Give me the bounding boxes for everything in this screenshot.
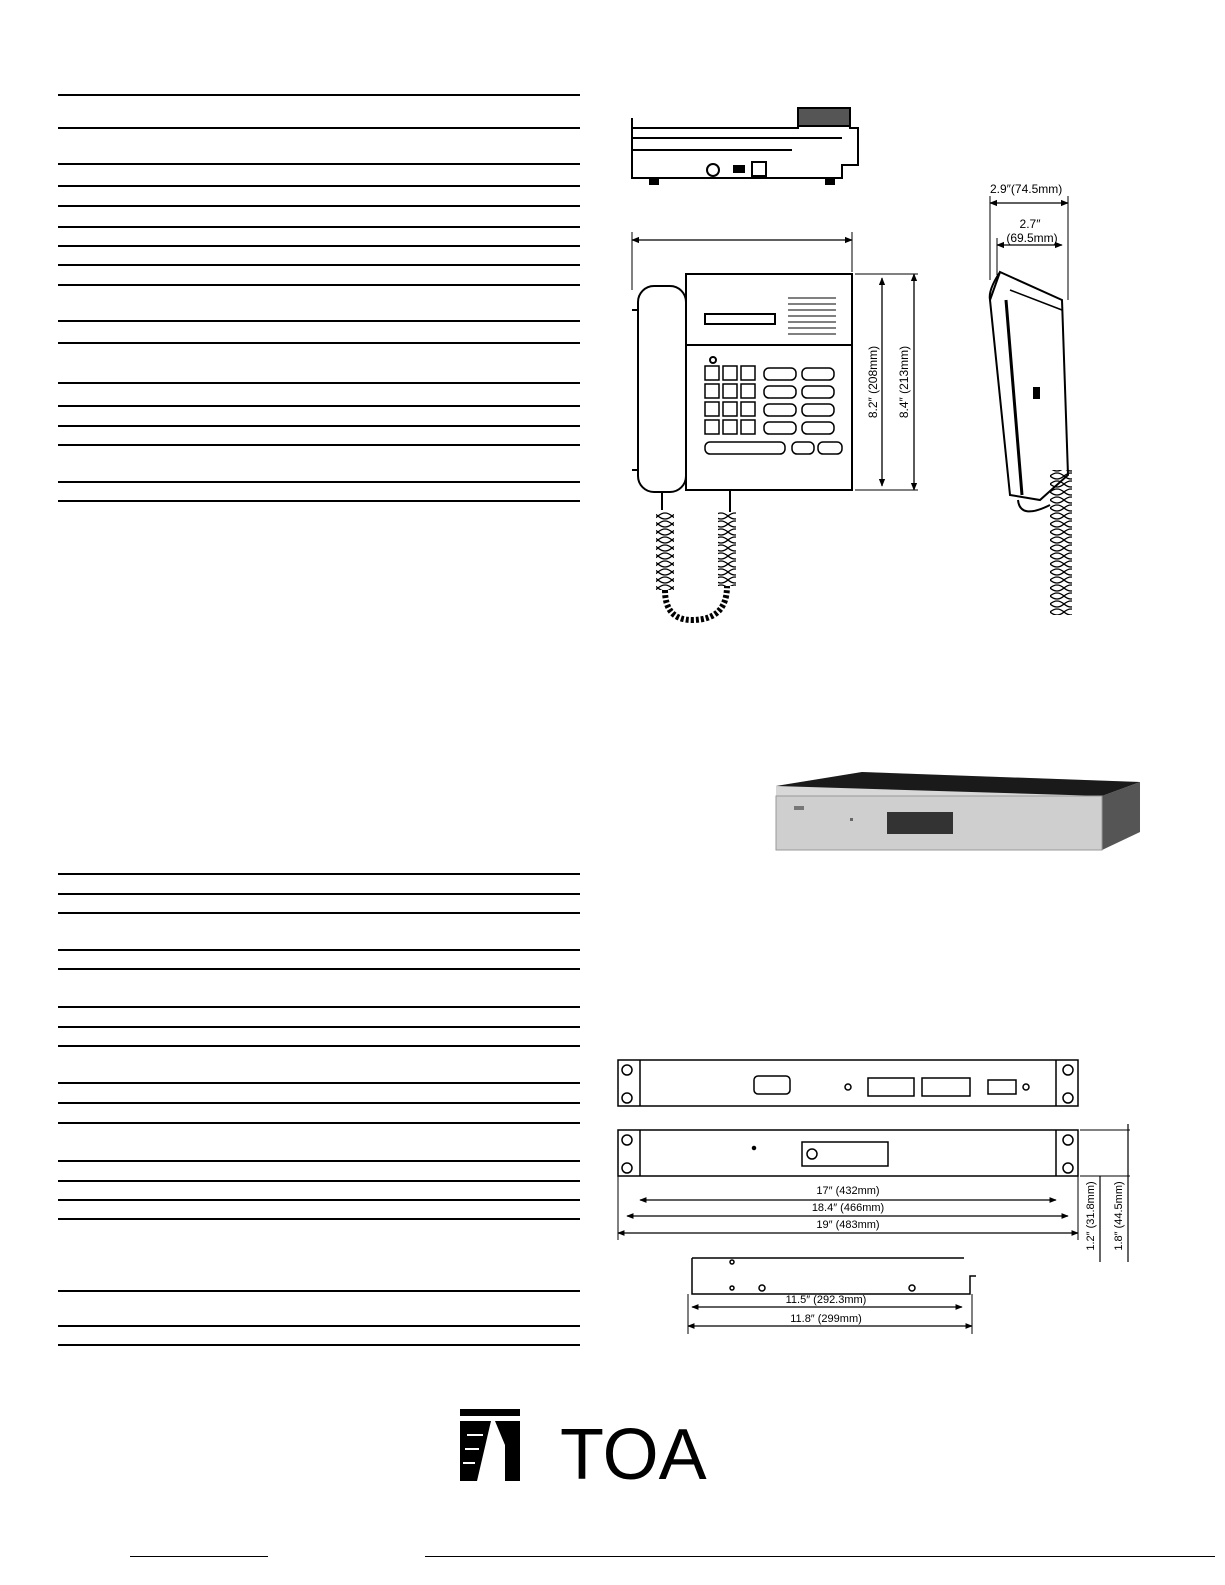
footer-rule	[130, 1556, 268, 1557]
toa-emblem-icon	[455, 1405, 725, 1485]
rack-rear-view	[618, 1060, 1078, 1106]
rack-height-total-label: 1.8″ (44.5mm)	[1113, 1181, 1125, 1251]
brand-wordmark: TOA	[560, 1415, 707, 1485]
rack-unit-photo	[776, 772, 1140, 850]
phone-height-total-label: 8.4″ (213mm)	[897, 345, 911, 419]
rack-width-mid-label: 18.4″ (466mm)	[811, 1202, 885, 1214]
rack-depth-total-label: 11.8″ (299mm)	[790, 1313, 862, 1325]
phone-height-body-label: 8.2″ (208mm)	[866, 345, 880, 419]
rack-height-body-label: 1.2″ (31.8mm)	[1085, 1181, 1097, 1251]
phone-depth-inner-mm-label: (69.5mm)	[1006, 231, 1058, 245]
phone-depth-outer-label: 2.9″(74.5mm)	[990, 182, 1063, 196]
phone-rear-view	[632, 108, 858, 184]
phone-depth-inner-inch-label: 2.7″	[1019, 217, 1041, 231]
phone-side-view	[990, 196, 1072, 615]
rack-width-inner-label: 17″ (432mm)	[816, 1185, 880, 1197]
rack-width-outer-label: 19″ (483mm)	[816, 1219, 880, 1231]
phone-top-view	[632, 232, 918, 620]
toa-logo	[455, 1405, 725, 1490]
rack-depth-body-label: 11.5″ (292.3mm)	[785, 1294, 867, 1306]
footer-rule	[425, 1556, 1215, 1557]
